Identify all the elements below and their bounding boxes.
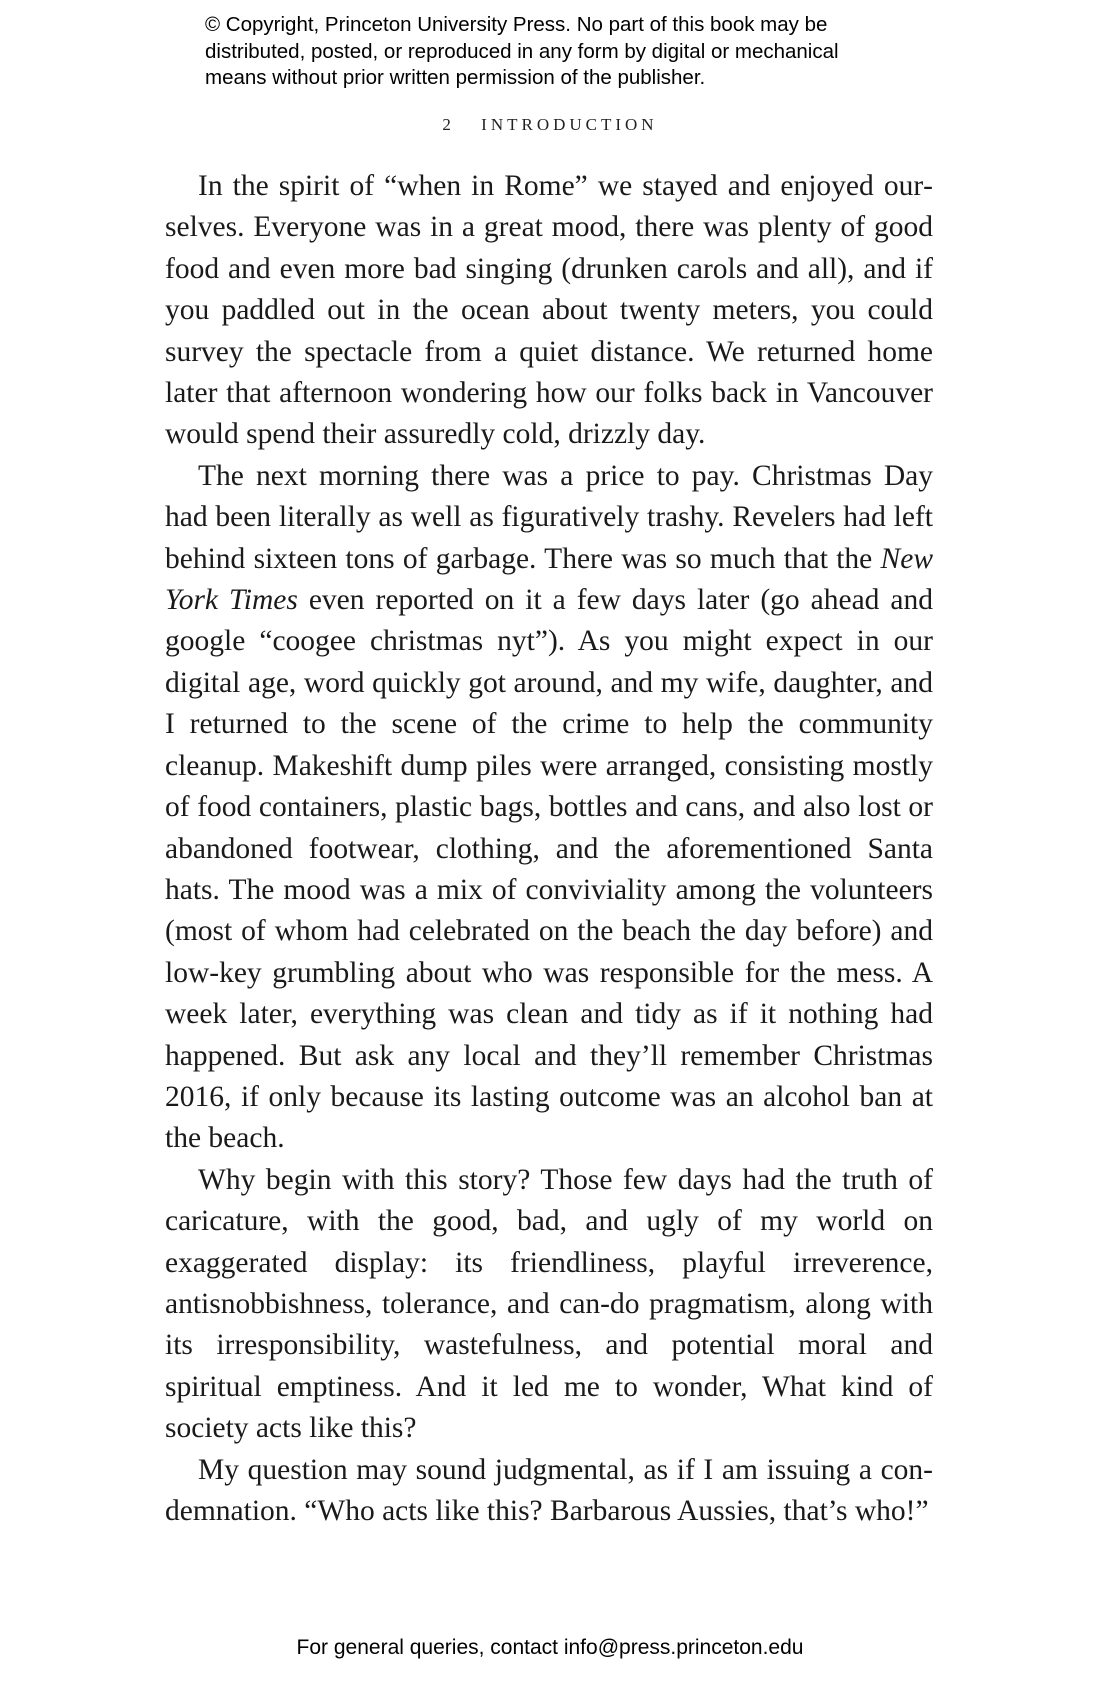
- copyright-line: distributed, posted, or reproduced in any form by digital or mechanical: [205, 39, 839, 63]
- paragraph: In the spirit of “when in Rome” we stayed and enjoyed ourselves. Everyone was in a great mood, there was plenty of good food and even more bad singing (drunken carols and all), and if you paddled out in the ocean about twenty meters, you could survey the spectacle from a quiet distance. We returned home later that afternoon wondering how our folks back in Vancouver would spend their assuredly cold, drizzly day.: [165, 170, 933, 451]
- section-title: INTRODUCTION: [481, 115, 658, 134]
- footer-contact: For general queries, contact info@press.princeton.edu: [296, 1636, 804, 1659]
- page-number: 2: [442, 115, 451, 134]
- paragraph: Why begin with this story? Those few days had the truth of caricature, with the good, bad, and ugly of my world on exaggerated display: its friendliness, playful irreverence, antisnobbishness, tolerance, and can-do pragmatism, along with its irresponsibility, wastefulness, and potential moral and spiritual emptiness. And it led me to wonder, What kind of society acts like this?: [165, 1163, 933, 1445]
- copyright-line: © Copyright, Princeton University Press. No part of this book may be: [205, 13, 828, 36]
- copyright-line: means without prior written permission of the publisher.: [205, 66, 706, 89]
- running-head: [0, 115, 1100, 135]
- italic-title: New York Times: [165, 542, 933, 617]
- body-text: [165, 166, 933, 1532]
- copyright-notice: [205, 12, 945, 92]
- paragraph: [165, 456, 933, 1160]
- paragraph: My question may sound judgmental, as if I am issuing a condemnation. “Who acts like this? Barbarous Aussies, that’s who!”: [165, 1453, 933, 1527]
- paragraph-text: The next morning there was a price to pay. Christmas Day had been literally as well as figuratively trashy. Revelers had left behind sixteen tons of garbage. There was so much that the: [165, 459, 933, 575]
- paragraph-text: even reported on it a few days later (go ahead and google “coogee christmas nyt”). As you might expect in our digital age, word quickly got around, and my wife, daughter, and I returned to the scene of the crime to help the community cleanup. Makeshift dump piles were arranged, consisting mostly of food containers, plastic bags, bottles and cans, and also lost or abandoned footwear, clothing, and the aforementioned Santa hats. The mood was a mix of conviviality among the volunteers (most of whom had celebrated on the beach the day before) and low-key grumbling about who was responsible for the mess. A week later, everything was clean and tidy as if it nothing had happened. But ask any local and they’ll remember Christmas 2016, if only because its lasting outcome was an alcohol ban at the beach.: [165, 584, 933, 1155]
